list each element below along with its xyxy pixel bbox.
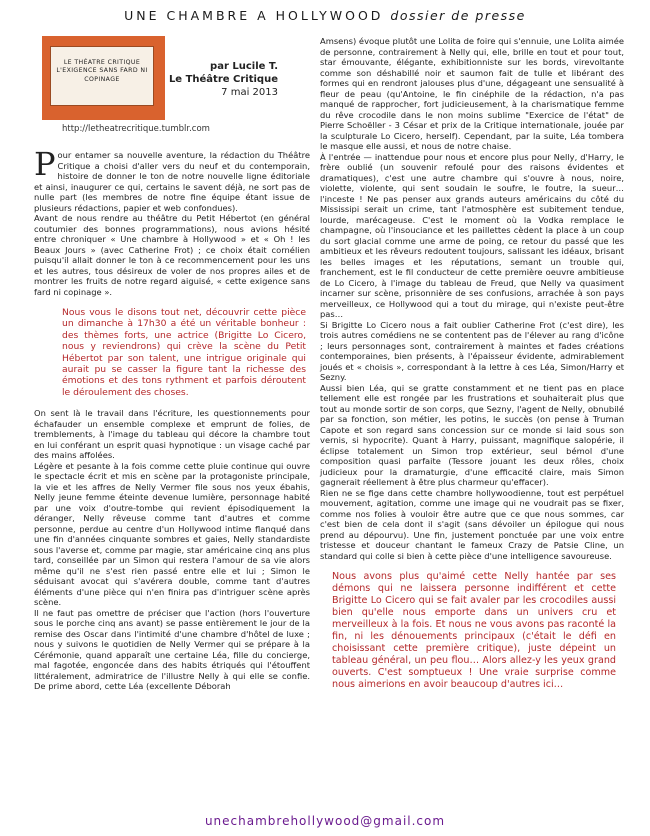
paragraph: Légère et pesante à la fois comme cette pluie continue qui ouvre le spectacle écrit et mis en scène par la protagoniste principale, la vie et les affres de Nelly Vermer file sous nos yeux ébahis, Nelly jeune femme éteinte devenue lumière, personnage habité par une voix d'outre-tombe qui revient épisodiquement la déranger, Nelly rêveuse comme tant d'autres et comme personne, perdue au centre d'un Hollywood intime flanqué dans une fin d'années cinquante sombres et gaies, Nelly standardiste sous l'averse et, comme par magie, star américaine cinq ans plus tard, conseillée par un Simon qui restera l'amour de sa vie alors même qu'il ne s'est rien passé entre elle et lui ; Simon le séduisant avocat qui s'avérera double, comme tant d'autres éléments d'une pièce qui n'en finira pas d'intriguer scène après scène.	[34, 460, 310, 608]
byline-publication: Le Théâtre Critique	[168, 74, 278, 85]
header-title: UNE CHAMBRE A HOLLYWOOD	[124, 8, 384, 23]
paragraph: Avant de nous rendre au théâtre du Petit Hébertot (en général coutumier des bonnes programmations), nous avions hésité entre chroniquer « Une chambre à Hollywood » et « Oh ! les Beaux Jours » (avec Catherine Frot) ; ce choix était cornélien puisqu'il allait donner le ton à ce recommencement pour les uns et les autres, tous désireux de voler de nos propres ailes et de montrer les fruits de notre regard aiguisé, « cette exigence sans fard ni copinage ».	[34, 213, 310, 297]
contact-email[interactable]: unechambrehollywood@gmail.com	[204, 814, 446, 828]
paragraph-intro-text: our entamer sa nouvelle aventure, la rédaction du Théâtre Critique a choisi d'aller vers du neuf et du contemporain, histoire de donner le ton de notre nouvelle ligne éditoriale et ainsi, inaugurer ce qui, certains le savent déjà, ne sort pas de nulle part (les membres de notre fine équipe étant issue de plusieurs rédactions, papier et web confondues).	[34, 150, 310, 213]
left-column	[34, 145, 310, 692]
paragraph: Il ne faut pas omettre de préciser que l'action (hors l'ouverture sous le porche cinq ans avant) se passe entièrement le jour de la remise des Oscar dans l'intimité d'une chambre d'hôtel de luxe ; nous y suivons le quotidien de Nelly Vermer qui se prépare à la Cérémonie, quand apparaît une certaine Léa, fille du concierge, mal fagotée, engoncée dans des habits étriqués qui l'étouffent littéralement, admiratrice de l'illustre Nelly à qui elle se confie. De prime abord, cette Léa (excellente Déborah	[34, 607, 310, 692]
logo-line-3: COPINAGE	[84, 75, 120, 83]
paragraph: Rien ne se fige dans cette chambre hollywoodienne, tout est perpétuel mouvement, agitation, comme une image qui ne voudrait pas se fixer, comme nos folies à vouloir être autre que ce que nous sommes, car c'est bien de cela dont il s'agit (sans dévoiler un épilogue qui nous prend au dépourvu). Une fin, justement ponctuée par une voix entre tristesse et douceur chantant le fameux Crazy de Patsie Cline, un standard qui colle si bien à cette pièce d'une intelligence savoureuse.	[320, 487, 624, 561]
drop-cap: P	[34, 145, 56, 183]
logo-plate	[50, 46, 154, 106]
theatre-critique-logo	[42, 36, 165, 120]
byline-date: 7 mai 2013	[221, 87, 278, 98]
paragraph: Aussi bien Léa, qui se gratte constamment et ne tient pas en place tellement elle est rongée par les frustrations et souhaiterait plus que tout au monde sortir de son corps, que Sezny, l'agent de Nelly, obnubilé par sa fonction, son métier, les potins, le succès (on pense à Truman Capote et son regard sans concession sur ce monde si laid sous son vernis, si hypocrite). Quant à Harry, puissant, magnifique salopérie, il éclipse totalement un Simon trop extérieur, seul bémol d'une composition quasi parfaite (Tessore jouant les deux rôles, choix judicieux pour la dramaturgie, d'une efficacité claire, mais Simon gagnerait réellement à être plus charmeur qu'effacer).	[320, 382, 624, 487]
paragraph: Amsens) évoque plutôt une Lolita de foire qui s'ennuie, une Lolita aimée de personne, contrairement à Nelly qui, elle, brille en tout et pour tout, star émouvante, élégante, exhibitionniste sur les bords, virevoltante comme son déshabillé noir et saumon fait de tulle et libérant des formes qui en rendront jalouses plus d'une, dégageant une sensualité à fleur de peau (qu'Antoine, le fin cinéphile de la rédaction, n'a pas manqué de rapprocher, fort judicieusement, à la charismatique femme du rêve crocodile dans le non moins sublime "Exercice de l'état" de Pierre Schoëller - 3 César et prix de la Critique internationale, jouée par la sculpturale Lo Cicero, herself). Cependant, par la suite, Léa tombera le masque elle aussi, et nous de notre chaise.	[320, 36, 624, 151]
header-subtitle: dossier de presse	[390, 8, 526, 23]
document-header	[0, 8, 650, 23]
source-url[interactable]: http://letheatrecritique.tumblr.com	[62, 124, 210, 134]
logo-line-2: L'EXIGENCE SANS FARD NI	[56, 67, 148, 75]
paragraph: À l'entrée — inattendue pour nous et encore plus pour Nelly, d'Harry, le frère oublié (un souvenir refoulé pour des raisons évidentes et dramatiques), c'est une autre chambre qui s'ouvre à nous, noire, violette, violente, qui sent soudain le soufre, le foutre, la sueur… l'inceste ! Ne pas penser aux grands auteurs américains du côté du Mississipi serait un crime, tant l'atmosphère est subitement tendue, lourde, marécageuse. C'est le moment où la Vodka remplace le champagne, où l'insouciance et les paillettes cèdent la place à un coup du sort glacial comme une arme de poing, ce retour du passé que les ambitieux et les rêveurs redoutent toujours, salissant les idéaux, brisant les belles images et les réputations, semant un trouble qui, franchement, est le fil conducteur de cette première oeuvre ambitieuse de Lo Cicero, à l'image du tableau de Freud, que Nelly va quasiment incarner sur scène, prisonnière de ses confusions, arrachée à son pays merveilleux, ce Hollywood qui a tout du mirage, qui n'existe peut-être pas…	[320, 151, 624, 319]
pull-quote: Nous vous le disons tout net, découvrir cette pièce un dimanche à 17h30 a été un véritable bonheur : des thèmes forts, une actrice (Brigitte Lo Cicero, nous y reviendrons) qui crève la scène du Petit Hébertot par son talent, une intrigue originale qui aurait pu se casser la figure tant la richesse des émotions et des tons rythment et parfois déroutent le déroulement des choses.	[62, 307, 306, 398]
paragraph: On sent là le travail dans l'écriture, les questionnements pour échafauder un ensemble complexe et emprunt de folies, de tremblements, à l'image du tableau qui décore la chambre tout en lui conférant un esprit quasi hypnotique : un visage caché par des mains affolées.	[34, 408, 310, 461]
byline-author: par Lucile T.	[210, 61, 278, 72]
right-column	[320, 36, 624, 691]
closing-pull-quote: Nous avons plus qu'aimé cette Nelly hantée par ses démons qui ne laissera personne indifférent et cette Brigitte Lo Cicero qui se fait avaler par les crocodiles aussi bien qu'elle nous emporte dans un univers cru et merveilleux à la fois. Et nous ne vous avons pas raconté la fin, ni les dénouements principaux (c'était le défi en choisissant cette première critique), juste dépeint un tableau général, un peu flou… Alors allez-y les yeux grand ouverts. C'est somptueux ! Une vraie surprise comme nous aimerions en avoir beaucoup d'autres ici…	[332, 571, 616, 690]
byline	[168, 60, 278, 99]
logo-line-1: LE THÉATRE CRITIQUE	[63, 59, 141, 66]
paragraph: Si Brigitte Lo Cicero nous a fait oublier Catherine Frot (c'est dire), les trois autres comédiens ne se contentent pas de l'élever au rang d'icône ; leurs personnages sont, contrairement à maintes et fades créations contemporaines, bien présents, à l'épaisseur évidente, admirablement joués et « choisis », correspondant à la lettre à ces Léa, Simon/Harry et Sezny.	[320, 319, 624, 382]
paragraph-intro	[34, 145, 310, 213]
